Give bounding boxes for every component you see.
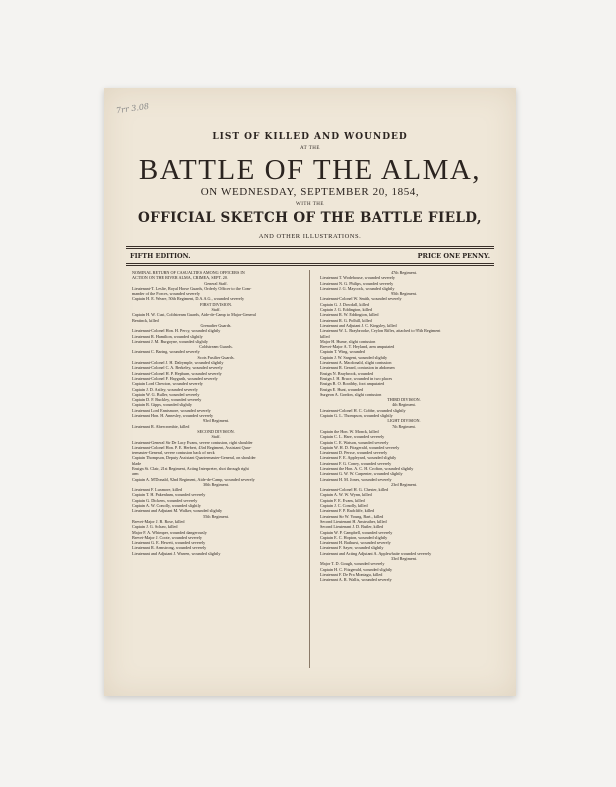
casualty-line: Captain W. H. D. Fitzgerald, wounded severely <box>320 444 400 450</box>
newspaper-sheet <box>104 88 516 696</box>
casualty-line: ACTION ON THE RIVER ALMA, CRIMEA, SEPT. 20. <box>132 275 229 281</box>
casualty-line: Lieutenant J. G. Maycock, wounded slightly <box>320 285 395 291</box>
section-heading: Staff. <box>211 307 221 313</box>
casualty-line: Lieutenant G. E. Hewett, wounded severely <box>132 540 206 546</box>
casualty-line: Lieutenant-Colonel H. P. Hepburn, wounded severely <box>132 370 222 376</box>
casualty-line: Captain D. F. Buckley, wounded severely <box>132 397 202 403</box>
title-at-the: AT THE <box>300 146 320 151</box>
left-column <box>128 270 304 556</box>
casualty-line: Lieutenant-General Sir De Lacy Evans, severe contusion, right shoulder <box>132 439 253 445</box>
casualty-line: Captain W. P. Campbell, wounded severely <box>320 529 393 535</box>
section-heading: Grenadier Guards. <box>200 322 232 328</box>
casualty-line: Ensign St. Clair, 21st Regiment, Acting Interpreter, shot through right <box>132 465 249 471</box>
right-column <box>316 270 492 583</box>
casualty-line: Captain W. G. Buller, wounded severely <box>132 391 200 397</box>
casualty-line: Lieutenant T. Wodehouse, wounded severely <box>320 275 396 281</box>
casualty-line: Second Lieutenant H. Anstruther, killed <box>320 518 387 524</box>
casualty-line: Ensign J. H. Bruce, wounded in two places <box>320 375 393 381</box>
casualty-line: Lieutenant-Colonel Hon. P. E. Herbert, 43rd Regiment, Assistant Quar- <box>132 444 252 450</box>
casualty-line: Lieutenant H. Bathurst, wounded severely <box>320 540 391 546</box>
section-heading: 55th Regiment. <box>203 513 229 519</box>
section-heading: Coldstream Guards. <box>199 344 233 350</box>
casualty-line: Captain Lord Chewton, wounded severely <box>132 381 203 387</box>
casualty-line: Lieutenant-Colonel H. C. Cobbe, wounded slightly <box>320 407 406 413</box>
casualty-line: Ensign E. Hunt, wounded <box>320 386 364 392</box>
title-battle: BATTLE OF THE ALMA, <box>138 154 482 186</box>
casualty-line: Lieutenant and Acting Adjutant A. Applewhaite wounded severely <box>320 550 432 556</box>
section-heading: 30th Regiment. <box>203 481 229 487</box>
section-heading: LIGHT DIVISION. <box>387 418 421 424</box>
casualty-line: Brevet-Major J. B. Rose, killed <box>132 518 185 524</box>
casualty-line: Lieutenant H. M. Jones, wounded severely <box>320 476 392 482</box>
casualty-line: Lieutenant D. Persse, wounded severely <box>320 450 388 456</box>
casualty-line: NOMINAL RETURN OF CASUALTIES AMONG OFFICERS IN <box>132 270 245 275</box>
casualty-line: arm <box>132 471 139 477</box>
casualty-line: Lieutenant and Adjutant J. C. Kingsley, killed <box>320 322 397 328</box>
casualty-line: Captain G. L. Thompson, wounded slightly <box>320 413 393 419</box>
casualty-line: Lieutenant F. Luxmore, killed <box>132 487 183 493</box>
casualty-line: Captain J. D. Astley, wounded severely <box>132 386 198 392</box>
casualty-line: Captain C. L. Hare, wounded severely <box>320 434 385 440</box>
casualty-line: Ensign B. O. Boothby, foot amputated <box>320 381 385 387</box>
casualty-line: Lieutenant R. Armstrong, wounded severely <box>132 545 207 551</box>
casualty-line: Lieutenant Hon. H. Annesley, wounded severely <box>132 413 214 419</box>
section-heading: THIRD DIVISION. <box>387 397 421 403</box>
casualty-line: termaster-General, severe contusion back of neck <box>132 450 215 456</box>
title-official-sketch: OFFICIAL SKETCH OF THE BATTLE FIELD, <box>137 210 483 226</box>
section-heading: 7th Regiment. <box>392 423 416 429</box>
casualty-line: Captain J. G. Eddington, killed <box>320 307 372 313</box>
casualty-line: Second Lieutenant J. D. Butler, killed <box>320 524 384 530</box>
casualty-line: killed <box>320 333 330 339</box>
title-date: ON WEDNESDAY, SEPTEMBER 20, 1854, <box>200 186 420 198</box>
casualty-line: Major T. D. Gough, wounded severely <box>320 561 385 567</box>
casualty-line: Lieutenant F. G. Coney, wounded severely <box>320 460 392 466</box>
casualty-line: Brevet-Major J. Coote, wounded severely <box>132 534 203 540</box>
title-other-illustrations: AND OTHER ILLUSTRATIONS. <box>258 233 362 240</box>
casualty-line: Ensign N. Braybrook, wounded <box>320 370 374 376</box>
casualty-line: Lieutenant R. Hamilton, wounded slightly <box>132 333 203 339</box>
casualty-line: Captain J. C. Conolly, killed <box>320 503 368 509</box>
section-heading: 47th Regiment. <box>391 270 417 275</box>
casualty-line: Captain J. W. Sargent, wounded slightly <box>320 354 388 360</box>
edition-label: FIFTH EDITION. <box>130 252 191 260</box>
casualty-line: Captain R. Gipps, wounded slightly <box>132 402 193 408</box>
rule-bottom-inner <box>126 265 494 266</box>
rule-top <box>126 246 494 247</box>
casualty-line: Lieutenant-Colonel J. H. Dalrymple, wounded slightly <box>132 360 224 366</box>
section-heading: Scots Fusilier Guards. <box>197 354 235 360</box>
section-heading: Staff. <box>211 434 221 440</box>
casualty-line: Bentinck, killed <box>132 317 159 323</box>
casualty-line: blade <box>132 460 142 466</box>
casualty-line: Lieutenant A. R. Wallis, wounded severely <box>320 577 392 583</box>
casualty-line: Captain H. E. Weare, 50th Regiment, D.A.A.G., wounded severely <box>132 296 245 302</box>
casualty-line: Lieutenant R. W. Eddington, killed <box>320 312 379 318</box>
section-heading: General Staff. <box>204 280 228 286</box>
casualty-line: Lieutenant-Colonel Hon. H. Percy, wounded slightly <box>132 328 221 334</box>
casualty-line: Captain A. M'Donald, 92nd Regiment, Aide-de-Camp, wounded severely <box>132 476 255 482</box>
casualty-line: Major F. A. Whimper, wounded dangerously <box>132 529 207 535</box>
casualty-line: Captain H. W. Cust, Coldstream Guards, Aide-de-Camp to Major-General <box>132 312 256 318</box>
casualty-line: Lieutenant A. Macdonald, slight contusion <box>320 360 392 366</box>
casualty-line: Lieutenant-T. Leslie, Royal Horse Guards, Orderly Officer to the Com- <box>132 285 252 291</box>
casualty-line: Lieutenant F. De Pra Montagu, killed <box>320 571 383 577</box>
column-divider <box>309 270 310 668</box>
title-killed-wounded: LIST OF KILLED AND WOUNDED <box>212 132 408 142</box>
section-heading: 95th Regiment. <box>391 291 417 297</box>
casualty-line: Lieutenant R. Gerard, contusion in abdomen <box>320 365 395 371</box>
casualty-line: Lieutenant W. L. Braybrooke, Ceylon Rifles, attached to 95th Regiment <box>320 328 441 334</box>
casualty-line: Captain the Hon. W. Monck, killed <box>320 428 379 434</box>
casualty-line: mander of the Forces, wounded severely <box>132 291 200 297</box>
rule-top-inner <box>126 248 494 249</box>
casualty-line: Captain F. E. Evans, killed <box>320 497 365 503</box>
casualty-line: Lieutenant Sir W. Young, Bart., killed <box>320 513 384 519</box>
casualty-line: Captain Thompson, Deputy Assistant Quartermaster-General, on shoulder <box>132 455 256 461</box>
casualty-line: Lieutenant F. P. Radcliffe, killed <box>320 508 375 514</box>
casualty-line: Lieutenant R. Abercrombie, killed <box>132 423 190 429</box>
title-with-the: WITH THE <box>296 202 324 207</box>
casualty-line: Captain E. C. Hopton, wounded slightly <box>320 534 388 540</box>
casualty-line: Lieutenant F. E. Appleyard, wounded slightly <box>320 455 397 461</box>
casualty-line: Captain J. G. Schaw, killed <box>132 524 178 530</box>
section-heading: 4th Regiment. <box>392 402 416 408</box>
section-heading: 93rd Regiment. <box>202 418 230 424</box>
section-heading: 23rd Regiment. <box>390 481 418 487</box>
casualty-line: Captain G. J. Dowdall, killed <box>320 301 369 307</box>
casualty-line: Lieutenant the Hon. A. C. H. Crofton, wounded slightly <box>320 465 414 471</box>
price-label: PRICE ONE PENNY. <box>417 252 490 260</box>
casualty-line: Lieutenant-Colonel F. Haygarth, wounded severely <box>132 375 218 381</box>
section-heading: SECOND DIVISION. <box>197 428 235 434</box>
section-heading: 33rd Regiment. <box>390 556 418 562</box>
casualty-line: Lieutenant J. M. Burgoyne, wounded slightly <box>132 338 208 344</box>
casualty-line: Major H. Hume, slight contusion <box>320 338 376 344</box>
casualty-line: Captain C. E. Watson, wounded severely <box>320 439 389 445</box>
casualty-line: Lieutenant-Colonel H. G. Chester, killed <box>320 487 389 493</box>
casualty-line: Lieutenant C. Baring, wounded severely <box>132 349 200 355</box>
casualty-line: Captain A. W. W. Wynn, killed <box>320 492 372 498</box>
casualty-line: Captain A. W. Conolly, wounded slightly <box>132 503 201 509</box>
casualty-line: Captain T. Wing, wounded <box>320 349 365 355</box>
pencil-note: 7rr 3.08 <box>115 101 150 116</box>
casualty-line: Captain H. C. Fitzgerald, wounded slightly <box>320 566 393 572</box>
casualty-line: Lieutenant G. W. W. Carpenter, wounded slightly <box>320 471 403 477</box>
casualty-line: Surgeon A. Gordon, slight contusion <box>320 391 382 397</box>
section-heading: FIRST DIVISION. <box>199 301 233 307</box>
rule-bottom <box>126 263 494 264</box>
casualty-line: Lieutenant Lord Ennismore, wounded severely <box>132 407 211 413</box>
casualty-line: Lieutenant and Adjutant J. Warren, wounded slightly <box>132 550 221 556</box>
casualty-line: Lieutenant F. Sayer, wounded slightly <box>320 545 384 551</box>
casualty-line: Captain T. H. Pakenham, wounded severely <box>132 492 206 498</box>
casualty-line: Brevet-Major A. T. Heyland, arm amputated <box>320 344 395 350</box>
casualty-line: Lieutenant-Colonel W. Smith, wounded severely <box>320 296 402 302</box>
casualty-line: Lieutenant R. G. Polhill, killed <box>320 317 372 323</box>
casualty-line: Lieutenant N. G. Philips, wounded severely <box>320 280 394 286</box>
casualty-line: Captain G. Dickens, wounded severely <box>132 497 198 503</box>
casualty-line: Lieutenant and Adjutant M. Walker, wounded slightly <box>132 508 223 514</box>
casualty-line: Lieutenant-Colonel C. A. Berkeley, wounded severely <box>132 365 223 371</box>
